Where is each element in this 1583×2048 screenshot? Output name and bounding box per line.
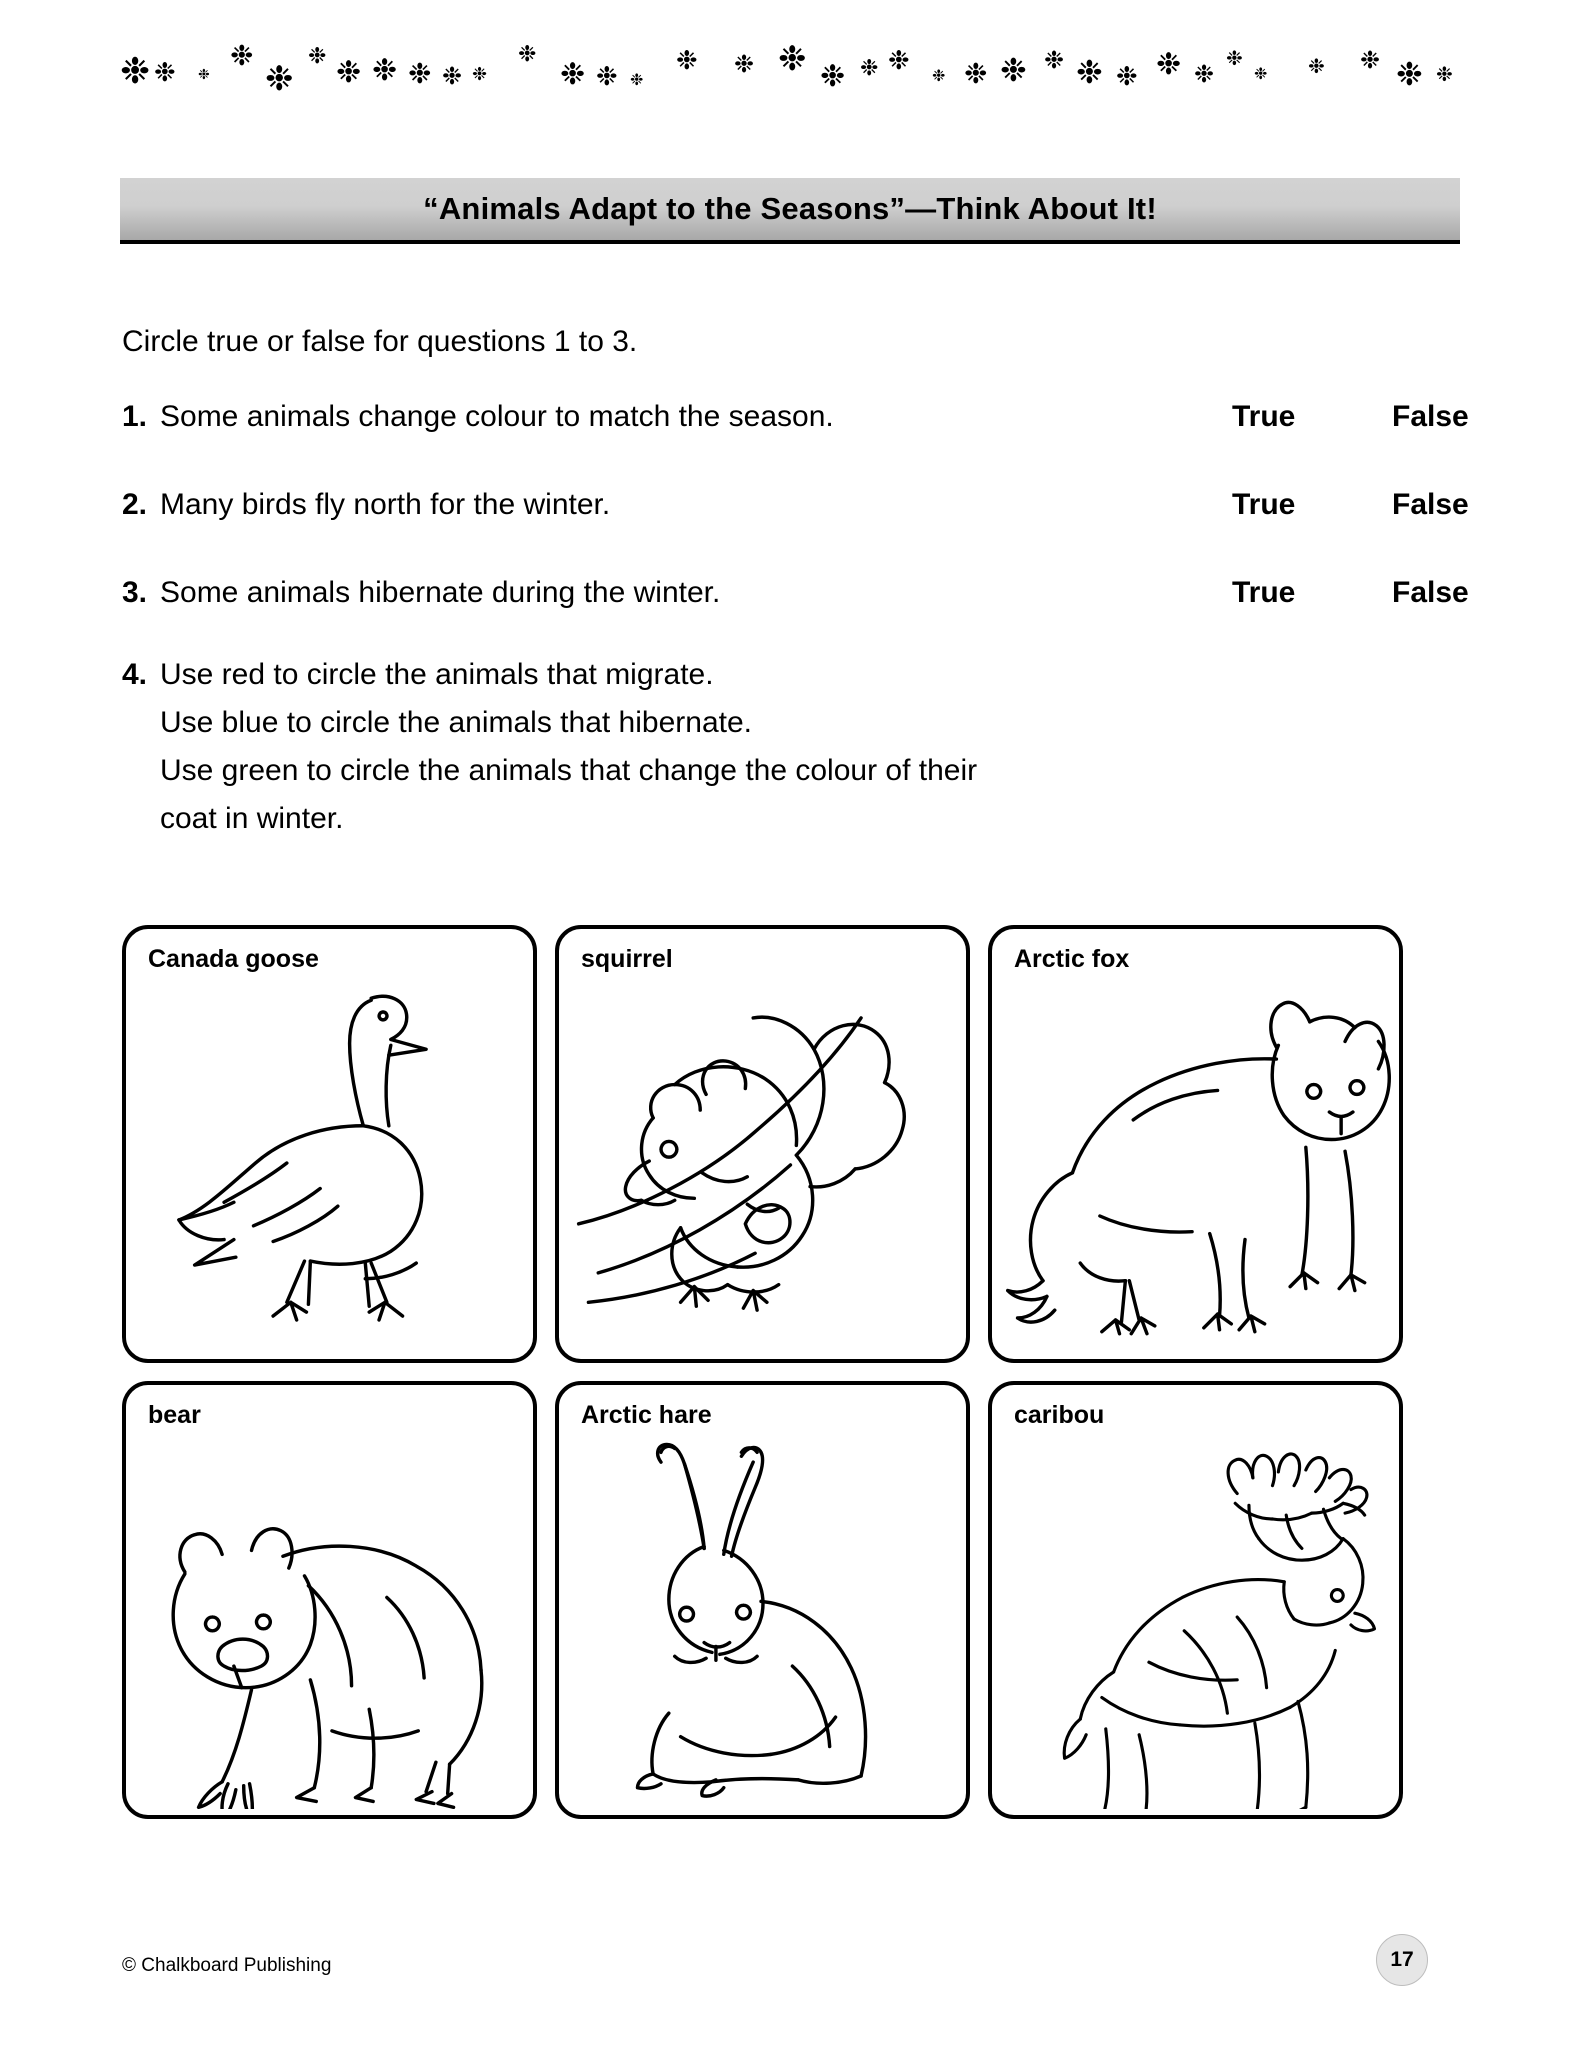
animal-label: bear (148, 1401, 201, 1429)
squirrel-illustration-icon (559, 977, 966, 1353)
page-number-badge: 17 (1376, 1934, 1428, 1986)
question-row-2 (122, 488, 1469, 522)
answer-false-2[interactable]: False (1392, 488, 1469, 521)
caribou-illustration-icon (992, 1433, 1399, 1809)
question-number: 1. (122, 400, 148, 433)
question-number: 4. (122, 658, 148, 691)
question-4-line-2: Use blue to circle the animals that hibernate. (160, 706, 752, 739)
animal-card-caribou[interactable] (988, 1381, 1403, 1819)
animal-card-grid (122, 925, 1422, 1819)
animal-label: squirrel (581, 945, 673, 973)
question-row-4 (122, 658, 1422, 850)
answer-true-2[interactable]: True (1232, 488, 1296, 521)
arctic-hare-illustration-icon (559, 1433, 966, 1809)
flower-border-decoration: ❉ ❉ ❉ ❉ ❉ ❉ ❉ ❉ ❉ ❉ ❉ ❉ ❉ ❉ ❉ ❉ ❉ ❉ ❉ ❉ ❉ ❉ ❉ ❉ ❉ ❉ ❉ ❉ ❉ ❉ ❉ ❉ ❉ ❉ ❉ (120, 39, 1453, 99)
arctic-fox-illustration-icon (992, 977, 1399, 1353)
question-4-lines (160, 658, 977, 850)
question-4-line-1: Use red to circle the animals that migrate. (160, 658, 714, 691)
question-text: Some animals change colour to match the season. (160, 400, 834, 433)
instruction-text: Circle true or false for questions 1 to 3. (122, 325, 638, 358)
animal-card-arctic-fox[interactable] (988, 925, 1403, 1363)
copyright-credit: © Chalkboard Publishing (122, 1955, 332, 1976)
question-number: 2. (122, 488, 148, 521)
question-4-line-4: coat in winter. (160, 802, 344, 835)
animal-label: Arctic hare (581, 1401, 712, 1429)
answer-true-3[interactable]: True (1232, 576, 1296, 609)
question-row-3 (122, 576, 1469, 610)
answer-true-1[interactable]: True (1232, 400, 1296, 433)
animal-label: Canada goose (148, 945, 319, 973)
page-title-banner (120, 178, 1460, 244)
page-title: “Animals Adapt to the Seasons”—Think About It! (423, 191, 1157, 226)
animal-card-canada-goose[interactable] (122, 925, 537, 1363)
animal-label: Arctic fox (1014, 945, 1130, 973)
animal-card-arctic-hare[interactable] (555, 1381, 970, 1819)
animal-card-squirrel[interactable] (555, 925, 970, 1363)
question-text: Some animals hibernate during the winter. (160, 576, 721, 609)
answer-false-3[interactable]: False (1392, 576, 1469, 609)
question-row-1 (122, 400, 1469, 434)
animal-label: caribou (1014, 1401, 1105, 1429)
animal-card-bear[interactable] (122, 1381, 537, 1819)
bear-illustration-icon (126, 1433, 533, 1809)
answer-false-1[interactable]: False (1392, 400, 1469, 433)
goose-illustration-icon (126, 977, 533, 1353)
question-number: 3. (122, 576, 148, 609)
question-4-line-3: Use green to circle the animals that change the colour of their (160, 754, 978, 787)
question-text: Many birds fly north for the winter. (160, 488, 611, 521)
